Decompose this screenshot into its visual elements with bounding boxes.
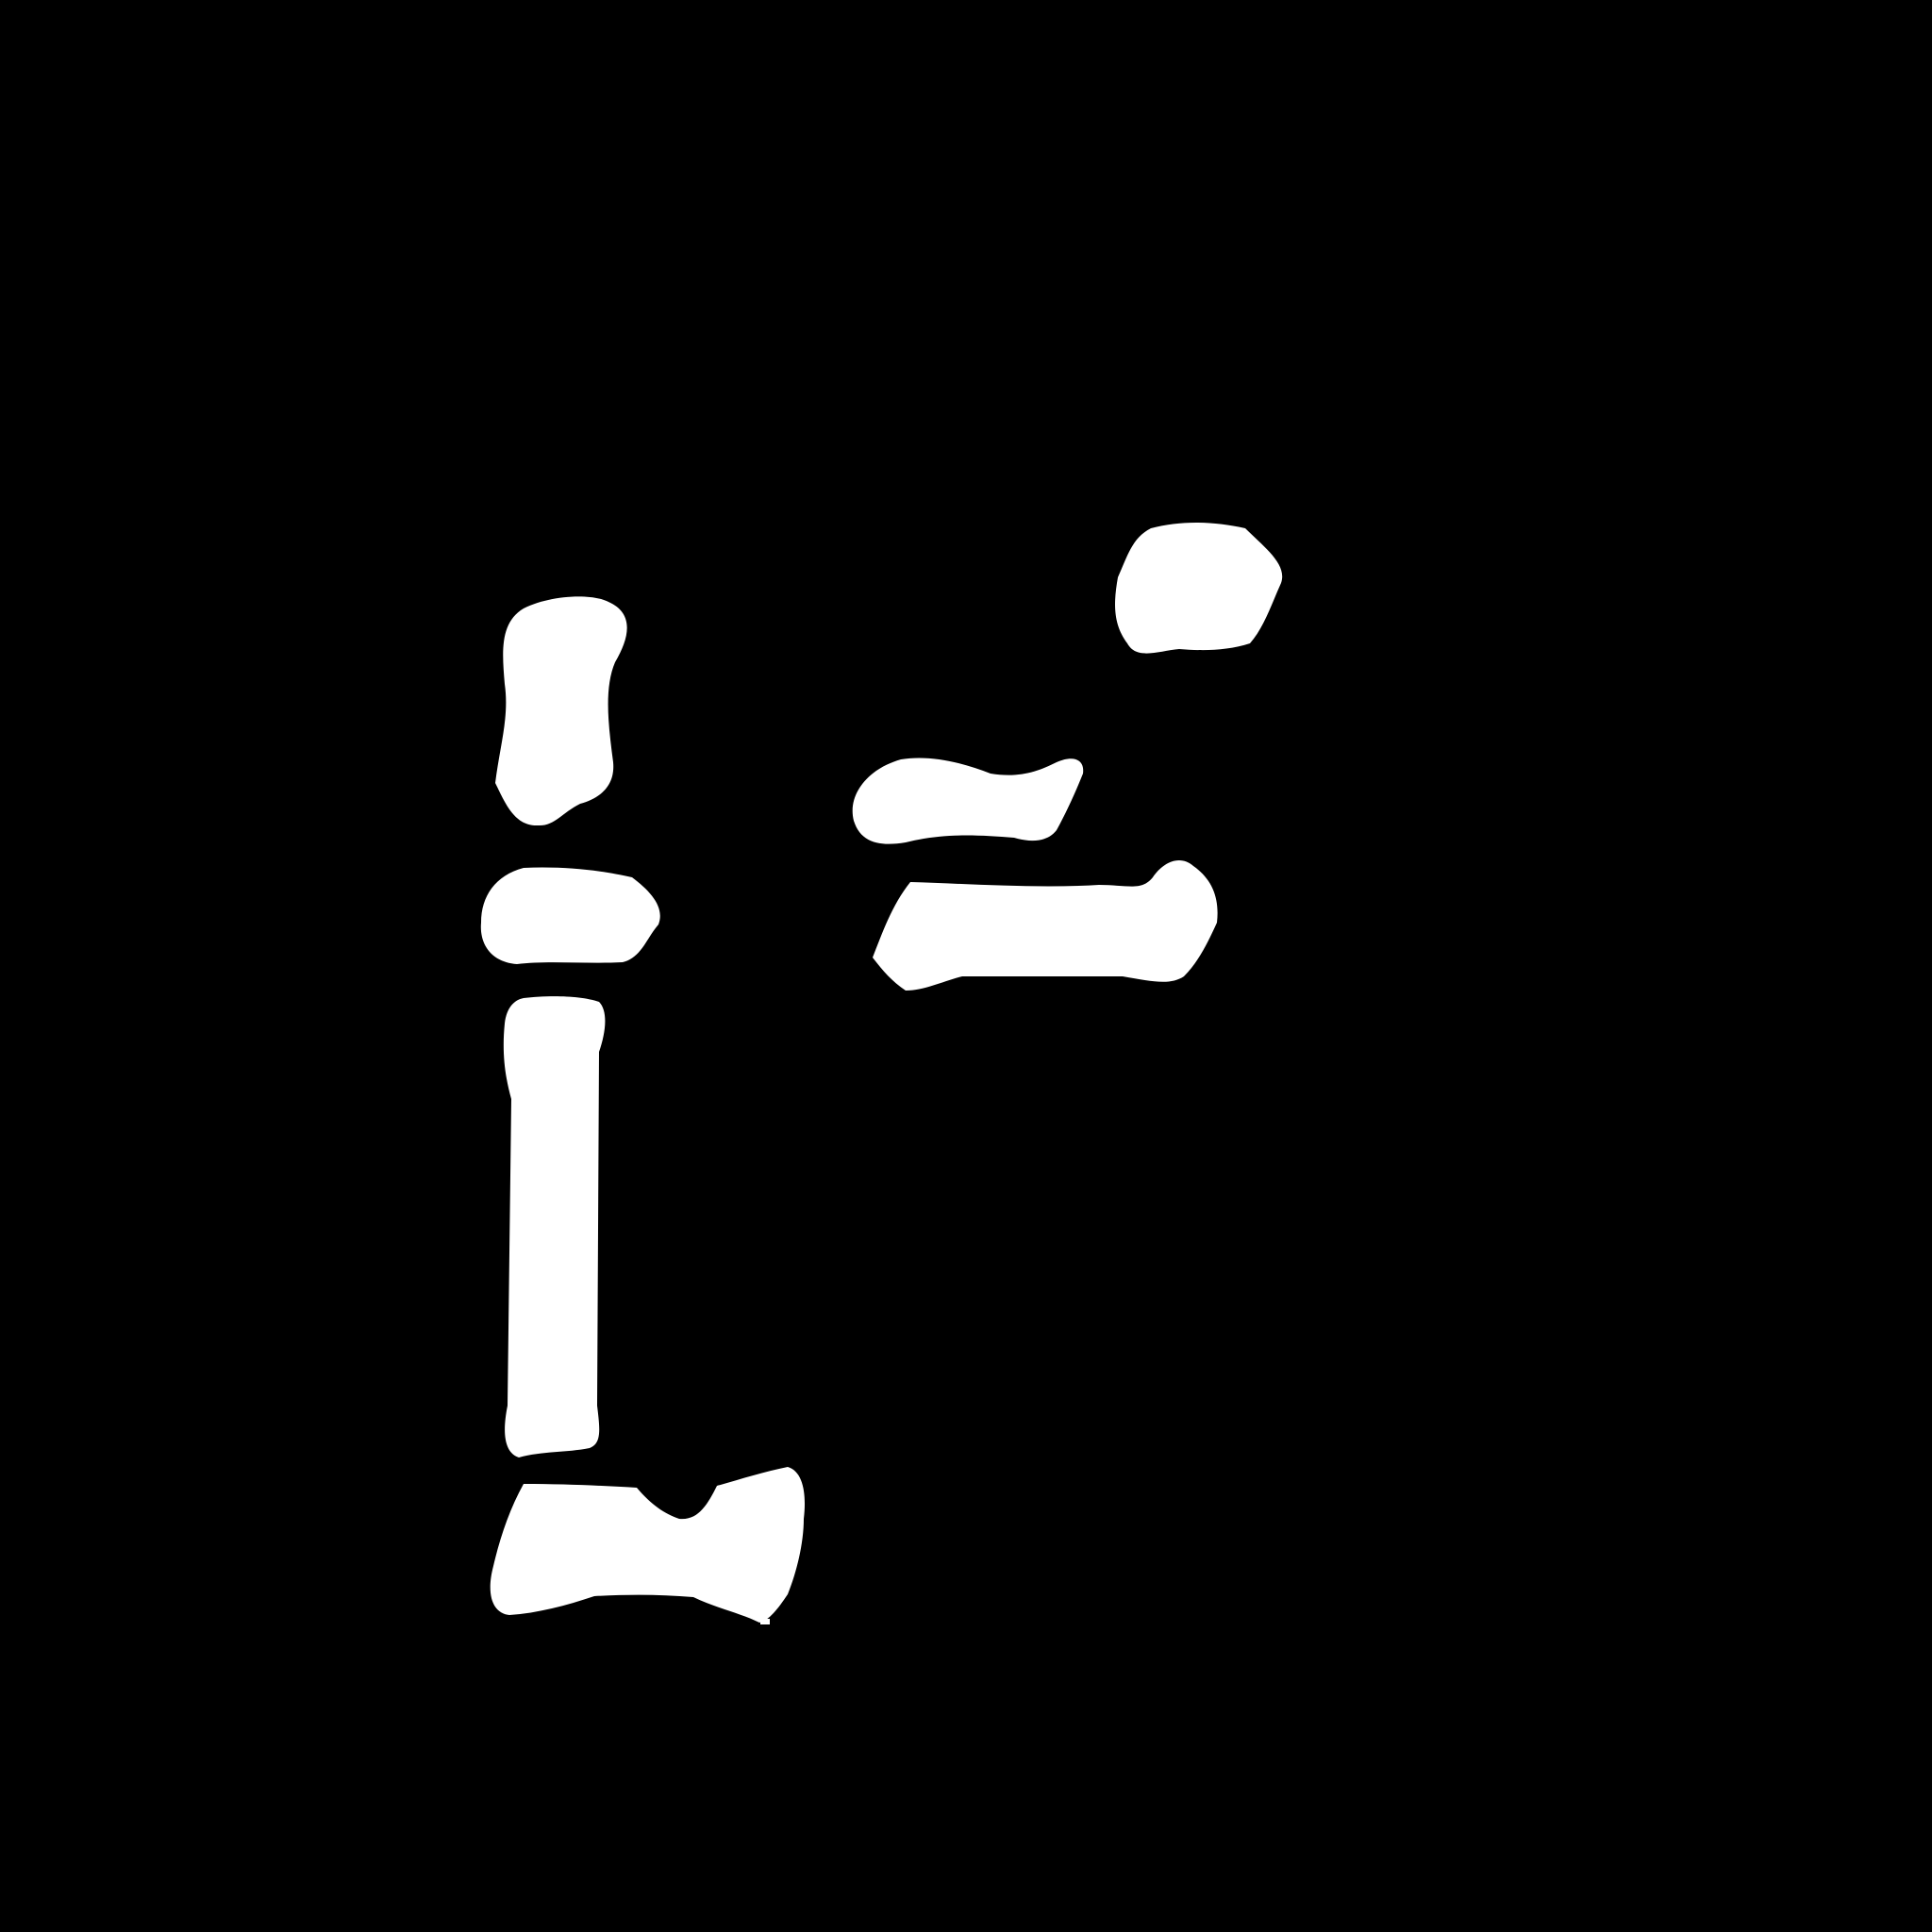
mask-region-right-middle <box>853 758 1084 843</box>
mask-region-left-long <box>504 996 606 1457</box>
mask-region-left-middle <box>481 868 660 964</box>
mask-region-right-top <box>1115 523 1282 654</box>
mask-speck <box>760 1619 770 1624</box>
